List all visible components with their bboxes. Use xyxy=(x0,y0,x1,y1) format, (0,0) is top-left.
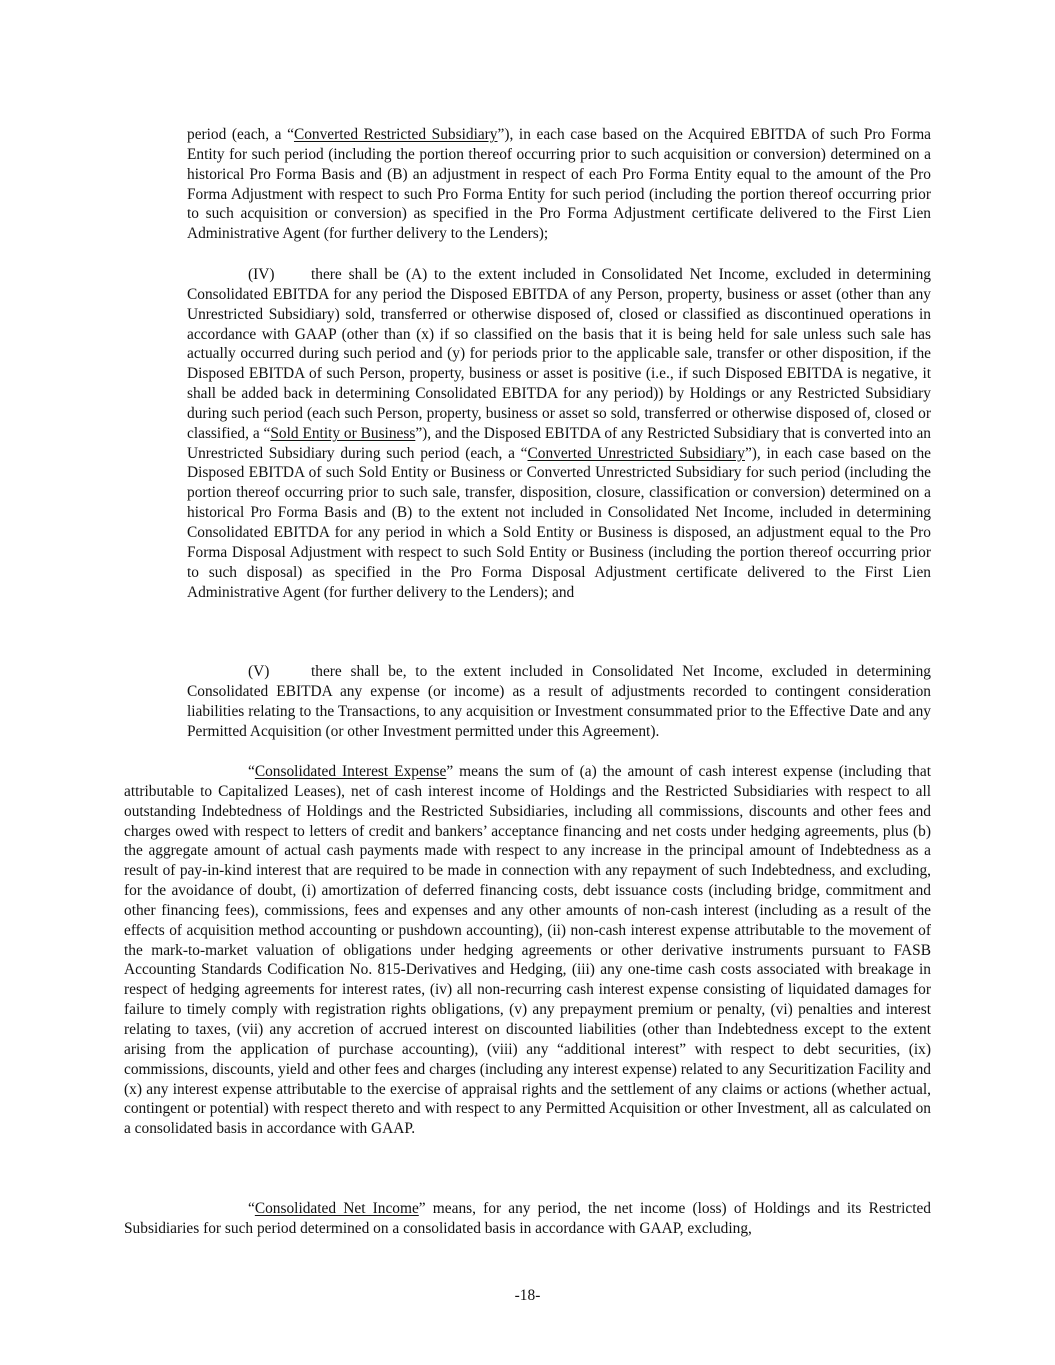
text-run: ”), in each case based on the Disposed EBITDA of such Sold Entity or Business or Converted Unrestricted Subsidiary for such period (including the portion thereof occurring prior to such sale, transfer, disposition, closure, classification or conversion) determined on a historical Pro Forma Basis and (B) to the extent not included in Consolidated Net Income, included in determining Consolidated EBITDA for any period in which a Sold Entity or Business is disposed, an adjustment equal to the Pro Forma Disposal Adjustment with respect to such Sold Entity or Business (including the portion thereof occurring prior to such disposal) as specified in the Pro Forma Disposal Adjustment certificate delivered to the First Lien Administrative Agent (for further delivery to the Lenders); and xyxy=(187,444,931,601)
defined-term-consolidated-net-income: Consolidated Net Income xyxy=(254,1200,419,1217)
text-run: there shall be, to the extent included in Consolidated Net Income, excluded in determining Consolidated EBITDA any expense (or income) as a result of adjustments recorded to contingent consideration liabilities relating to the Transactions, to any acquisition or Investment consummated prior to the Effective Date and any Permitted Acquisition (or other Investment permitted under this Agreement). xyxy=(187,663,931,740)
clause-number: (V) xyxy=(248,663,270,680)
text-run: ” means, for any period, the net income (loss) of Holdings and its Restricted Subsidiaries for such period determined on a consolidated basis in accordance with GAAP, excluding, xyxy=(124,1200,931,1237)
text-run: ”), in each case based on the Acquired EBITDA of such Pro Forma Entity for such period (including the portion thereof occurring prior to such acquisition or conversion) determined on a historical Pro Forma Basis and (B) an adjustment in respect of each Pro Forma Entity equal to the amount of the Pro Forma Adjustment with respect to such Pro Forma Entity for such period (including the portion thereof occurring prior to such acquisition or conversion) as specified in the Pro Forma Adjustment certificate delivered to the First Lien Administrative Agent (for further delivery to the Lenders); xyxy=(187,126,932,243)
text-run: period (each, a “ xyxy=(187,126,294,143)
text-run: there shall be (A) to the extent included in Consolidated Net Income, excluded in determining Consolidated EBITDA for any period the Disposed EBITDA of any Person, property, business or asset (other than any Unrestricted Subsidiary) sold, transferred or otherwise disposed of, closed or classified as discontinued operations in accordance with GAAP (other than (x) if so classified on the basis that it is being held for sale unless such sale has actually occurred during such period and (y) for periods prior to the applicable sale, transfer or other disposition, if the Disposed EBITDA of such Person, property, business or asset is positive (i.e., if such Disposed EBITDA is negative, it shall be added back in determining Consolidated EBITDA for any period)) by Holdings or any Restricted Subsidiary during such period (each such Person, property, business or asset so sold, transferred or otherwise disposed of, closed or classified, a “ xyxy=(187,266,931,442)
clause-number: (IV) xyxy=(248,266,275,283)
page-number: -18- xyxy=(514,1287,541,1304)
text-run: “ xyxy=(248,763,255,780)
defined-term-sold-entity-or-business: Sold Entity or Business xyxy=(270,424,416,442)
definition-consolidated-net-income xyxy=(124,1199,931,1239)
text-run: “ xyxy=(248,1200,255,1217)
defined-term-converted-unrestricted-subsidiary: Converted Unrestricted Subsidiary xyxy=(527,444,745,462)
clause-iv xyxy=(187,265,931,602)
text-run: ” means the sum of (a) the amount of cash interest expense (including that attributable to Capitalized Leases), net of cash interest income of Holdings and the Restricted Subsidiaries with respect to all outstanding Indebtedness of Holdings and the Restricted Subsidiaries, including all commissions, discounts and other fees and charges owed with respect to letters of credit and bankers’ acceptance financing and net costs under hedging agreements, plus (b) the aggregate amount of actual cash payments made with respect to any increase in the principal amount of Indebtedness as a result of pay-in-kind interest that are required to be made in connection with any repayment of such Indebtedness, and excluding, for the avoidance of doubt, (i) amortization of deferred financing costs, debt issuance costs (including bridge, commitment and other financing fees), commissions, fees and expenses and any other amounts of non-cash interest (including as a result of the effects of acquisition method accounting or pushdown accounting), (ii) non-cash interest expense attributable to the movement of the mark-to-market valuation of obligations under hedging agreements or other derivative instruments pursuant to FASB Accounting Standards Codification No. 815-Derivatives and Hedging, (iii) any one-time cash costs associated with breakage in respect of hedging agreements for interest rates, (iv) all non-recurring cash interest expense consisting of liquidated damages for failure to timely comply with registration rights obligations, (v) any prepayment premium or penalty, (vi) penalties and interest relating to taxes, (vii) any accretion of accrued interest on discounted liabilities (other than Indebtedness except to the extent arising from the application of purchase accounting), (viii) any “additional interest” with respect to debt securities, (ix) commissions, discounts, yield and other fees and charges (including any interest expense) related to any Securitization Facility and (x) any interest expense attributable to the exercise of appraisal rights and the settlement of any claims or actions (whether actual, contingent or potential) with respect thereto and with respect to any Permitted Acquisition or other Investment, all as calculated on a consolidated basis in accordance with GAAP. xyxy=(124,763,931,1138)
clause-v xyxy=(187,662,931,741)
defined-term-consolidated-interest-expense: Consolidated Interest Expense xyxy=(254,763,447,780)
defined-term-converted-restricted-subsidiary: Converted Restricted Subsidiary xyxy=(293,126,498,143)
definition-consolidated-interest-expense xyxy=(124,762,931,1139)
paragraph-pro-forma-entity-continuation xyxy=(187,125,931,244)
text-run: ”), and the Disposed EBITDA of any Restricted Subsidiary that is converted into an Unrestricted Subsidiary during such period (each, a “ xyxy=(187,424,931,462)
